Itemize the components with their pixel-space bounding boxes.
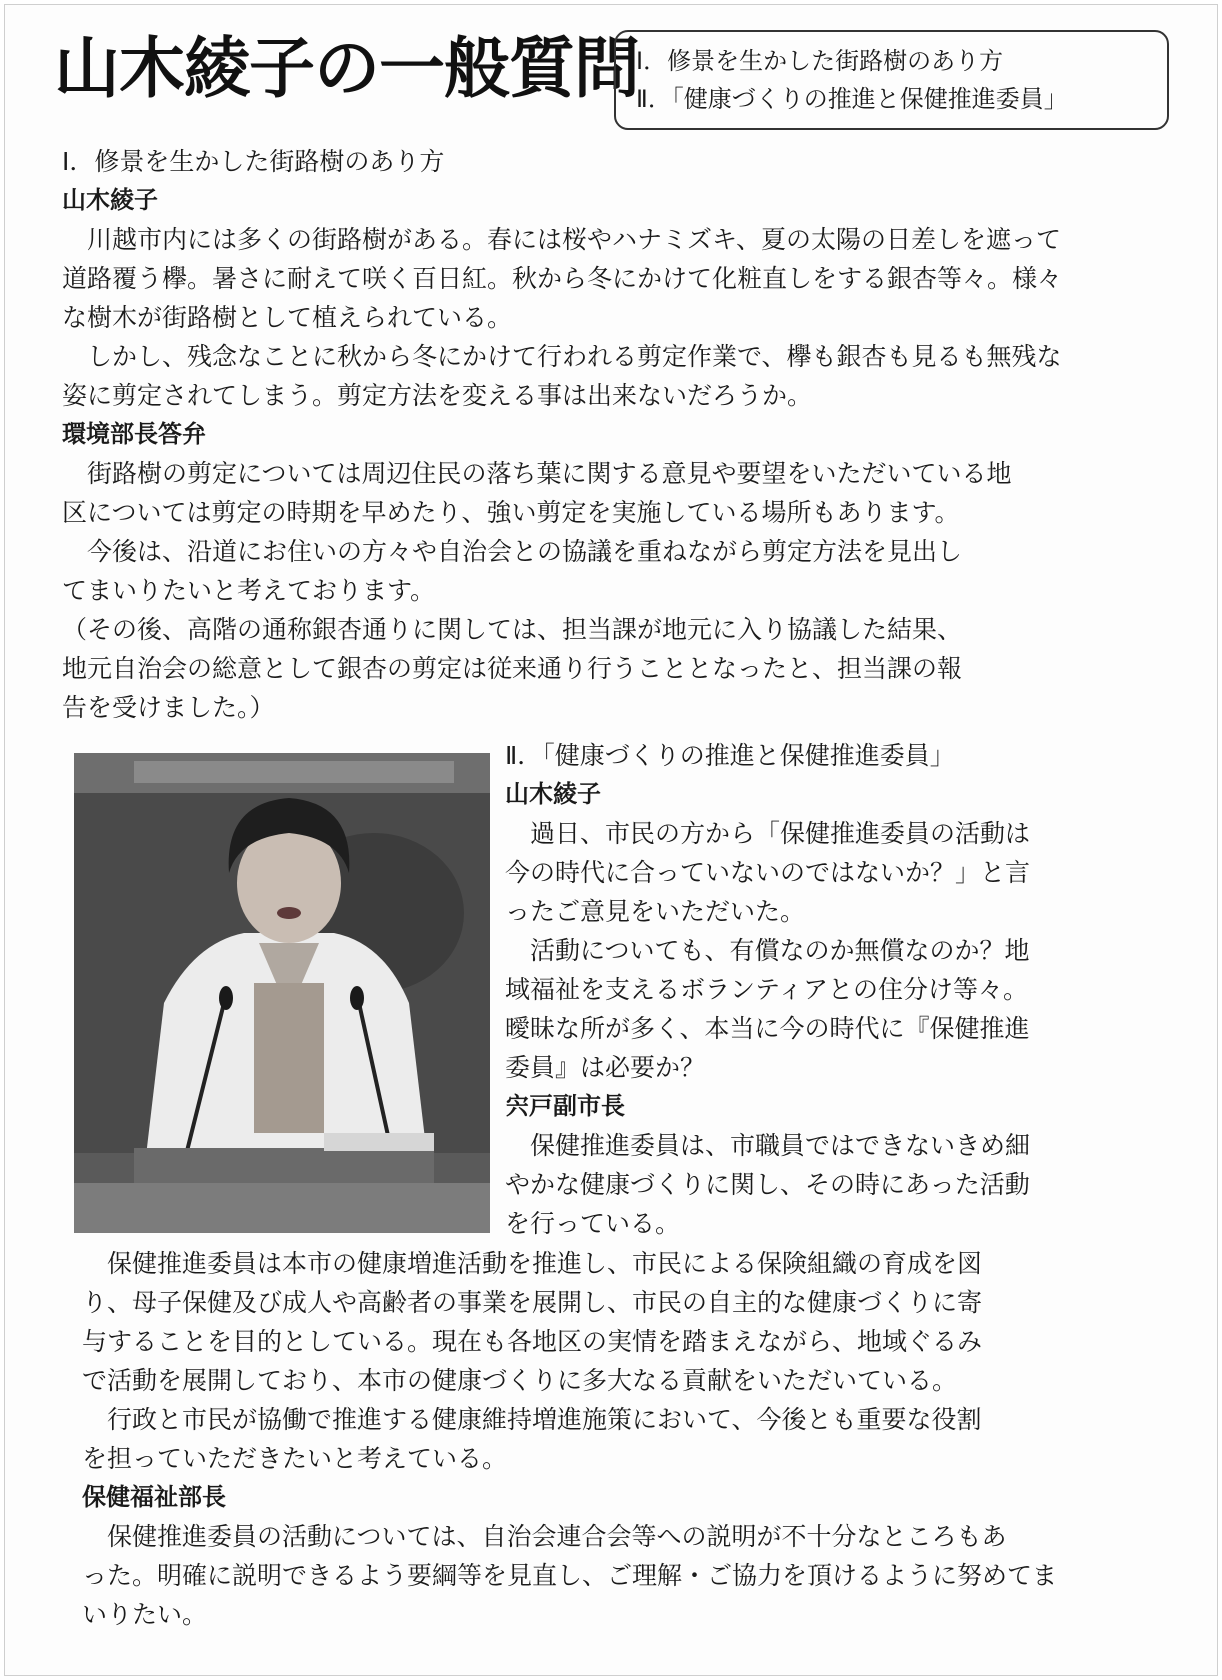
text-line: 地元自治会の総意として銀杏の剪定は従来通り行うこととなったと、担当課の報 xyxy=(62,654,963,683)
topic-item-2: Ⅱ．「健康づくりの推進と保健推進委員」 xyxy=(636,85,1068,113)
speaker-label: 保健福祉部長 xyxy=(82,1483,226,1511)
text-line: 曖昧な所が多く、本当に今の時代に『保健推進 xyxy=(505,1014,1030,1043)
text-line: 街路樹の剪定については周辺住民の落ち葉に関する意見や要望をいただいている地 xyxy=(62,459,1012,488)
speaker-label: 山木綾子 xyxy=(62,186,158,214)
text-line: 告を受けました。） xyxy=(62,693,275,722)
question-text xyxy=(62,220,1062,415)
text-line: 今の時代に合っていないのではないか？」と言 xyxy=(505,858,1031,887)
text-line: しかし、残念なことに秋から冬にかけて行われる剪定作業で、欅も銀杏も見るも無残な xyxy=(62,342,1062,371)
text-line: 川越市内には多くの街路樹がある。春には桜やハナミズキ、夏の太陽の日差しを遮って xyxy=(62,225,1062,254)
text-line: （その後、高階の通称銀杏通りに関しては、担当課が地元に入り協議した結果、 xyxy=(62,615,963,644)
text-line: 委員』は必要か？ xyxy=(505,1053,706,1082)
answer-text xyxy=(82,1244,1057,1478)
text-line: 域福祉を支えるボランティアとの住分け等々。 xyxy=(505,975,1029,1004)
text-line: 活動についても、有償なのか無償なのか？地 xyxy=(505,936,1030,965)
section-1 xyxy=(62,142,1062,727)
section-heading: Ⅰ．修景を生かした街路樹のあり方 xyxy=(62,147,445,176)
text-line: てまいりたいと考えております。 xyxy=(62,576,436,605)
text-line: 保健推進委員は、市職員ではできないきめ細 xyxy=(505,1131,1031,1160)
speaker-photo xyxy=(74,753,490,1233)
answer-text xyxy=(82,1517,1057,1634)
text-line: 与することを目的としている。現在も各地区の実情を踏まえながら、地域ぐるみ xyxy=(82,1327,983,1356)
text-line: 保健推進委員の活動については、自治会連合会等への説明が不十分なところもあ xyxy=(82,1522,1007,1551)
section-2 xyxy=(505,736,1030,1243)
text-line: な樹木が街路樹として植えられている。 xyxy=(62,303,513,332)
text-line: で活動を展開しており、本市の健康づくりに多大なる貢献をいただいている。 xyxy=(82,1366,958,1395)
speaker-label: 環境部長答弁 xyxy=(62,420,206,448)
text-line: 保健推進委員は本市の健康増進活動を推進し、市民による保険組織の育成を図 xyxy=(82,1249,983,1278)
text-line: 区については剪定の時期を早めたり、強い剪定を実施している場所もあります。 xyxy=(62,498,960,527)
topics-box xyxy=(614,30,1169,130)
text-line: を担っていただきたいと考えている。 xyxy=(82,1444,508,1473)
page-title: 山木綾子の一般質問 xyxy=(54,30,639,107)
section-2-continued xyxy=(82,1244,1057,1634)
speaker-label: 宍戸副市長 xyxy=(505,1092,625,1120)
text-line: 姿に剪定されてしまう。剪定方法を変える事は出来ないだろうか。 xyxy=(62,381,813,410)
speaker-label: 山木綾子 xyxy=(505,780,601,808)
answer-text xyxy=(62,454,1062,727)
text-line: を行っている。 xyxy=(505,1209,681,1238)
text-line: やかな健康づくりに関し、その時にあった活動 xyxy=(505,1170,1030,1199)
text-line: 道路覆う欅。暑さに耐えて咲く百日紅。秋から冬にかけて化粧直しをする銀杏等々。様々 xyxy=(62,264,1063,293)
text-line: った。明確に説明できるよう要綱等を見直し、ご理解・ご協力を頂けるように努めてま xyxy=(82,1561,1058,1590)
question-text xyxy=(505,814,1030,1087)
text-line: 過日、市民の方から「保健推進委員の活動は xyxy=(505,819,1031,848)
text-line: 行政と市民が協働で推進する健康維持増進施策において、今後とも重要な役割 xyxy=(82,1405,982,1434)
text-line: 今後は、沿道にお住いの方々や自治会との協議を重ねながら剪定方法を見出し xyxy=(62,537,963,566)
text-line: いりたい。 xyxy=(82,1600,208,1629)
text-line: り、母子保健及び成人や高齢者の事業を展開し、市民の自主的な健康づくりに寄 xyxy=(82,1288,983,1317)
topic-item-1: Ⅰ．修景を生かした街路樹のあり方 xyxy=(636,47,1004,75)
section-heading: Ⅱ．「健康づくりの推進と保健推進委員」 xyxy=(505,741,955,770)
text-line: ったご意見をいただいた。 xyxy=(505,897,806,926)
answer-text xyxy=(505,1126,1030,1243)
